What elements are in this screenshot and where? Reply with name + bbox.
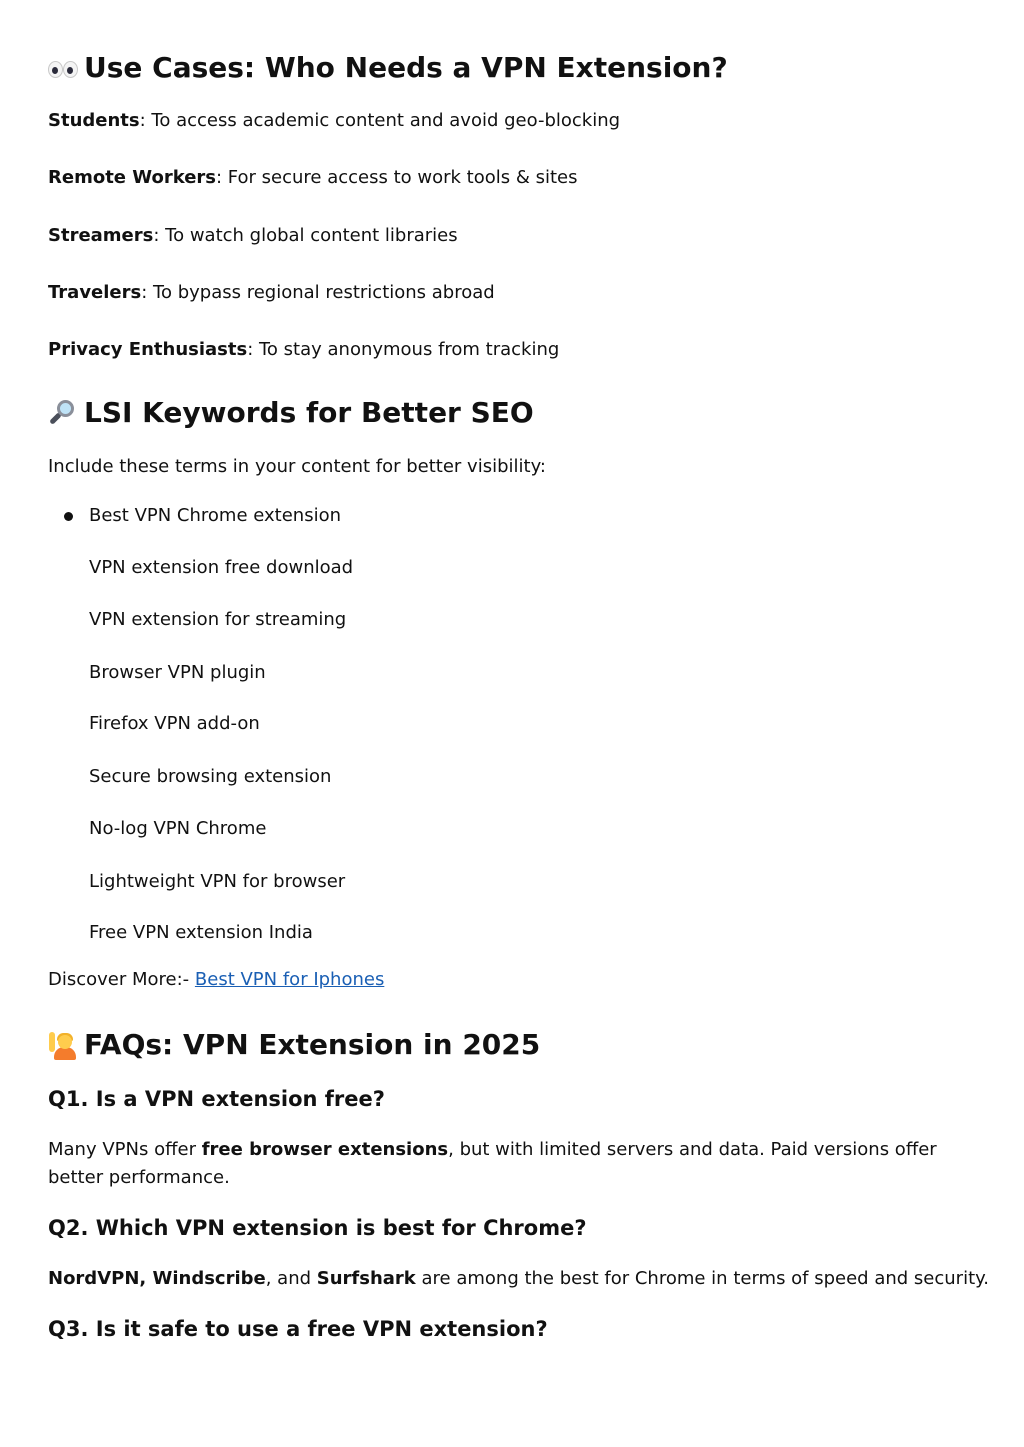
use-case-item xyxy=(48,164,577,192)
bullet-dot xyxy=(64,512,73,521)
keyword-list-item: Firefox VPN add-on xyxy=(89,713,260,734)
lsi-intro: Include these terms in your content for better visibility: xyxy=(48,456,546,477)
faqs-heading-text: FAQs: VPN Extension in 2025 xyxy=(84,1028,541,1061)
use-case-term: Travelers xyxy=(48,282,142,303)
answer-bold: free browser extensions xyxy=(201,1139,449,1160)
answer-bold: NordVPN, Windscribe xyxy=(48,1268,266,1289)
faqs-heading xyxy=(48,1027,540,1063)
keyword-list-item: Secure browsing extension xyxy=(89,766,332,787)
use-case-term: Remote Workers xyxy=(48,167,217,188)
answer-bold: Surfshark xyxy=(316,1268,416,1289)
faq-question-1: Q1. Is a VPN extension free? xyxy=(48,1087,385,1111)
lsi-heading xyxy=(48,395,534,431)
answer-text: are among the best for Chrome in terms of speed and security. xyxy=(415,1268,989,1289)
faq-answer-2 xyxy=(48,1265,989,1293)
use-case-desc: : To bypass regional restrictions abroad xyxy=(141,282,495,303)
answer-text: , but with limited servers and data. Paid versions offer better performance. xyxy=(48,1139,937,1188)
faq-answer-1 xyxy=(48,1136,988,1192)
answer-text: Many VPNs offer xyxy=(48,1139,202,1160)
use-case-term: Students xyxy=(48,110,140,131)
use-case-item xyxy=(48,336,559,364)
keyword-list-item: No-log VPN Chrome xyxy=(89,818,267,839)
use-case-desc: : For secure access to work tools & sites xyxy=(216,167,578,188)
keyword-list-item: Free VPN extension India xyxy=(89,922,313,943)
use-case-item xyxy=(48,222,458,250)
faq-question-2: Q2. Which VPN extension is best for Chrome? xyxy=(48,1216,587,1240)
discover-more xyxy=(48,966,384,994)
faq-question-3: Q3. Is it safe to use a free VPN extension? xyxy=(48,1317,548,1341)
use-case-term: Privacy Enthusiasts xyxy=(48,339,248,360)
use-case-term: Streamers xyxy=(48,225,154,246)
use-case-desc: : To access academic content and avoid geo-blocking xyxy=(139,110,621,131)
discover-more-label: Discover More:- xyxy=(48,969,195,990)
best-vpn-iphones-link[interactable]: Best VPN for Iphones xyxy=(194,969,385,990)
keyword-list-item: Browser VPN plugin xyxy=(89,662,266,683)
keyword-list-item: VPN extension for streaming xyxy=(89,609,347,630)
person-raising-hand-icon xyxy=(48,1030,78,1060)
use-case-desc: : To watch global content libraries xyxy=(153,225,458,246)
keyword-list-item: Best VPN Chrome extension xyxy=(89,505,342,526)
use-cases-heading xyxy=(48,50,728,86)
use-case-desc: : To stay anonymous from tracking xyxy=(247,339,560,360)
lsi-heading-text: LSI Keywords for Better SEO xyxy=(84,396,534,429)
magnifying-glass-icon xyxy=(48,398,78,428)
use-case-item xyxy=(48,279,495,307)
use-case-item xyxy=(48,107,620,135)
eyes-icon xyxy=(48,53,78,83)
keyword-list-item: Lightweight VPN for browser xyxy=(89,871,346,892)
keyword-list-item: VPN extension free download xyxy=(89,557,354,578)
use-cases-heading-text: Use Cases: Who Needs a VPN Extension? xyxy=(84,51,728,84)
answer-text: , and xyxy=(265,1268,317,1289)
